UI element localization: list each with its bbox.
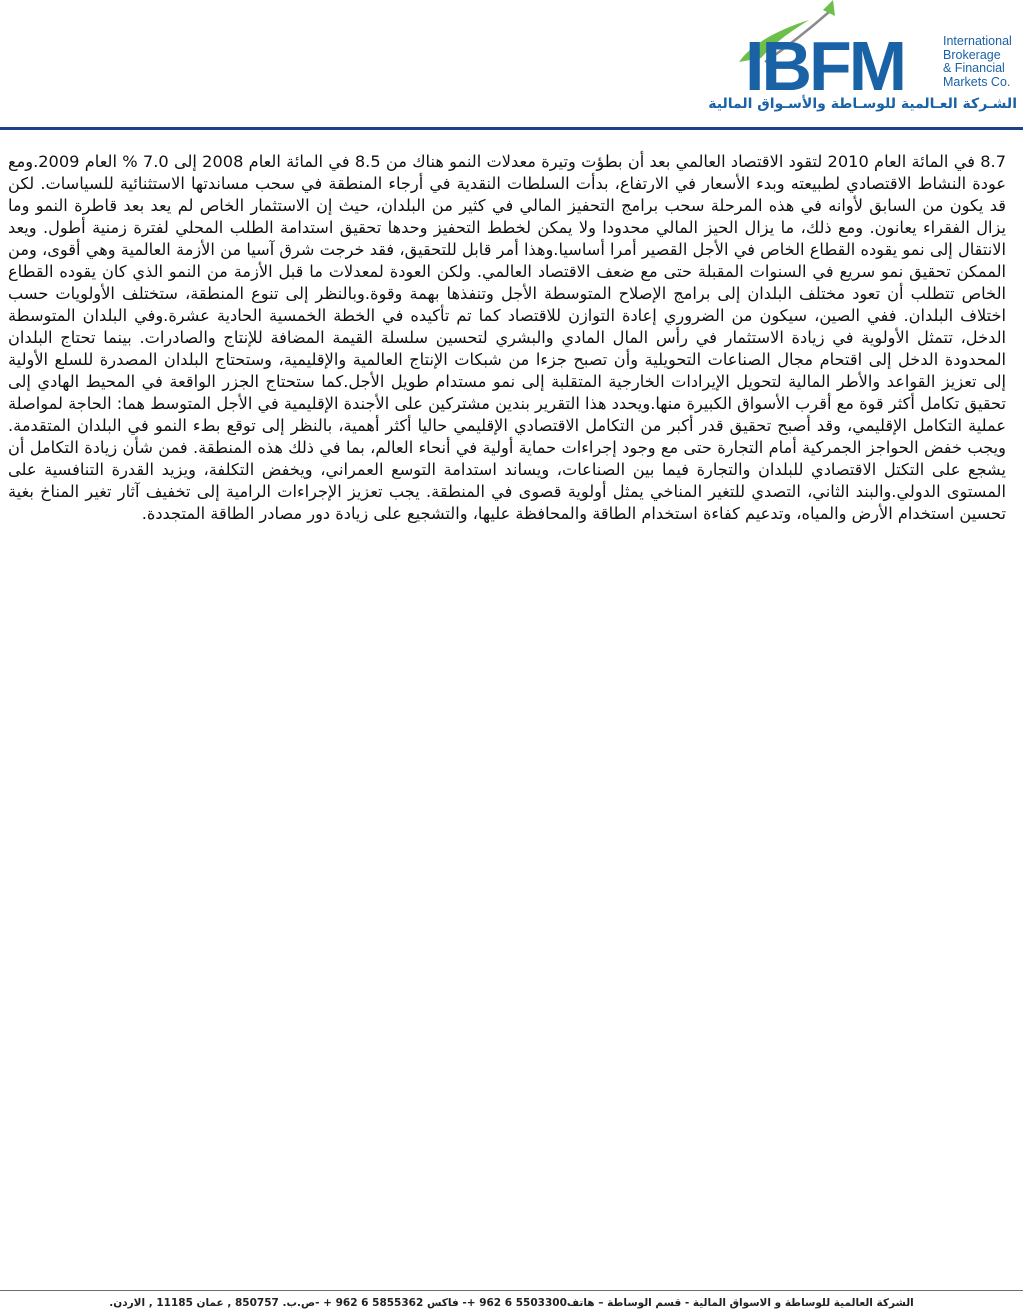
page-footer: الشركة العالمية للوساطة و الاسواق المالية - قسم الوساطة – هاتف5503300 6 962 +- فاكس 5855362 6 962 + -ص.ب. 850757 , عمان 11185 , الاردن. bbox=[109, 1297, 914, 1309]
body-paragraph: 8.7 في المائة العام 2010 لتقود الاقتصاد العالمي بعد أن بطؤت وتيرة معدلات النمو هناك من 8.5 في المائة العام 2008 إلى 7.0 % العام 2009.ومع عودة النشاط الاقتصادي لطبيعته وبدء الأسعار في الارتفاع، بدأت السلطات النقدية في أرجاء المنطقة في سحب مساندتها الاستثنائية للسياسات. لكن قد يكون من السابق لأوانه في هذه المرحلة سحب برامج التحفيز المالي في كثير من البلدان، حيث إن الاستثمار الخاص لم يعد بعد قاطرة النمو وما يزال الفقراء يعانون. ومع ذلك، ما يزال الحيز المالي محدودا ولا يمكن لخطط التحفيز وحدها تحقيق استدامة الطلب المحلي لفترة زمنية أطول. ويعد الانتقال إلى نمو يقوده القطاع الخاص في الأجل القصير أمرا أساسيا.وهذا أمر قابل للتحقيق، فقد خرجت شرق آسيا من الأزمة العالمية وهي أقوى، ومن الممكن تحقيق نمو سريع في السنوات المقبلة حتى مع ضعف الاقتصاد العالمي. ولكن العودة لمعدلات ما قبل الأزمة من النمو الذي كان يقوده القطاع الخاص تتطلب أن تعود مختلف البلدان إلى برامج الإصلاح المتوسطة الأجل وتنفذها بهمة وقوة.وبالنظر إلى تنوع المنطقة، ستختلف الأولويات حسب اختلاف البلدان. ففي الصين، سيكون من الضروري إعادة التوازن للاقتصاد كما تم تأكيده في الخطة الخمسية الحادية عشرة.وفي البلدان المتوسطة الدخل، تتمثل الأولوية في زيادة الاستثمار في رأس المال المادي والبشري لتحسين سلسلة القيمة المضافة للإنتاج والصادرات. بينما تحتاج البلدان المحدودة الدخل إلى اقتحام مجال الصناعات التحويلية وأن تصبح جزءا من شبكات الإنتاج العالمية والإقليمية، وستحتاج البلدان المصدرة للسلع الأولية إلى تعزيز القواعد والأطر المالية لتحويل الإيرادات الخارجية المتقلبة إلى نمو مستدام طويل الأجل.كما ستحتاج الجزر الواقعة في المحيط الهادي إلى تحقيق تكامل أكثر قوة مع أقرب الأسواق الكبيرة منها.ويحدد هذا التقرير بندين مشتركين على الأجندة الإقليمية في الأجل المتوسط هما: الحاجة لمواصلة عملية التكامل الإقليمي، وقد أصبح تحقيق قدر أكبر من التكامل الاقتصادي الإقليمي حاليا أكثر أهمية، بالنظر إلى توقع بطء النمو في البلدان المتقدمة. ويجب خفض الحواجز الجمركية أمام التجارة حتى مع وجود إجراءات حماية أولية في أنحاء العالم، بما في ذلك هذه المنطقة. فمن شأن زيادة التكامل أن يشجع على التكتل الاقتصادي للبلدان والتجارة فيما بين الصناعات، ويساند استدامة التوسع العمراني، ويخفض التكلفة، ويزيد القدرة التنافسية على المستوى الدولي.والبند الثاني، التصدي للتغير المناخي يمثل أولوية قصوى في المنطقة. يجب تعزيز الإجراءات الرامية إلى تخفيف آثار تغير المناخ بغية تحسين استخدام الأرض والمياه، وتدعيم كفاءة استخدام الطاقة والمحافظة عليها، والتشجيع على زيادة دور مصادر الطاقة المتجددة. bbox=[8, 152, 1006, 523]
logo-arabic-name: الشـركة العـالمية للوسـاطة والأسـواق المالية bbox=[708, 96, 1017, 112]
logo-wordmark: IBFM bbox=[745, 27, 905, 105]
logo-english-name: International Brokerage & Financial Markets Co. bbox=[943, 34, 1012, 89]
footer-divider bbox=[0, 1290, 1023, 1291]
header-divider bbox=[0, 127, 1023, 130]
company-logo bbox=[708, 0, 1021, 122]
page-header bbox=[0, 0, 1023, 130]
